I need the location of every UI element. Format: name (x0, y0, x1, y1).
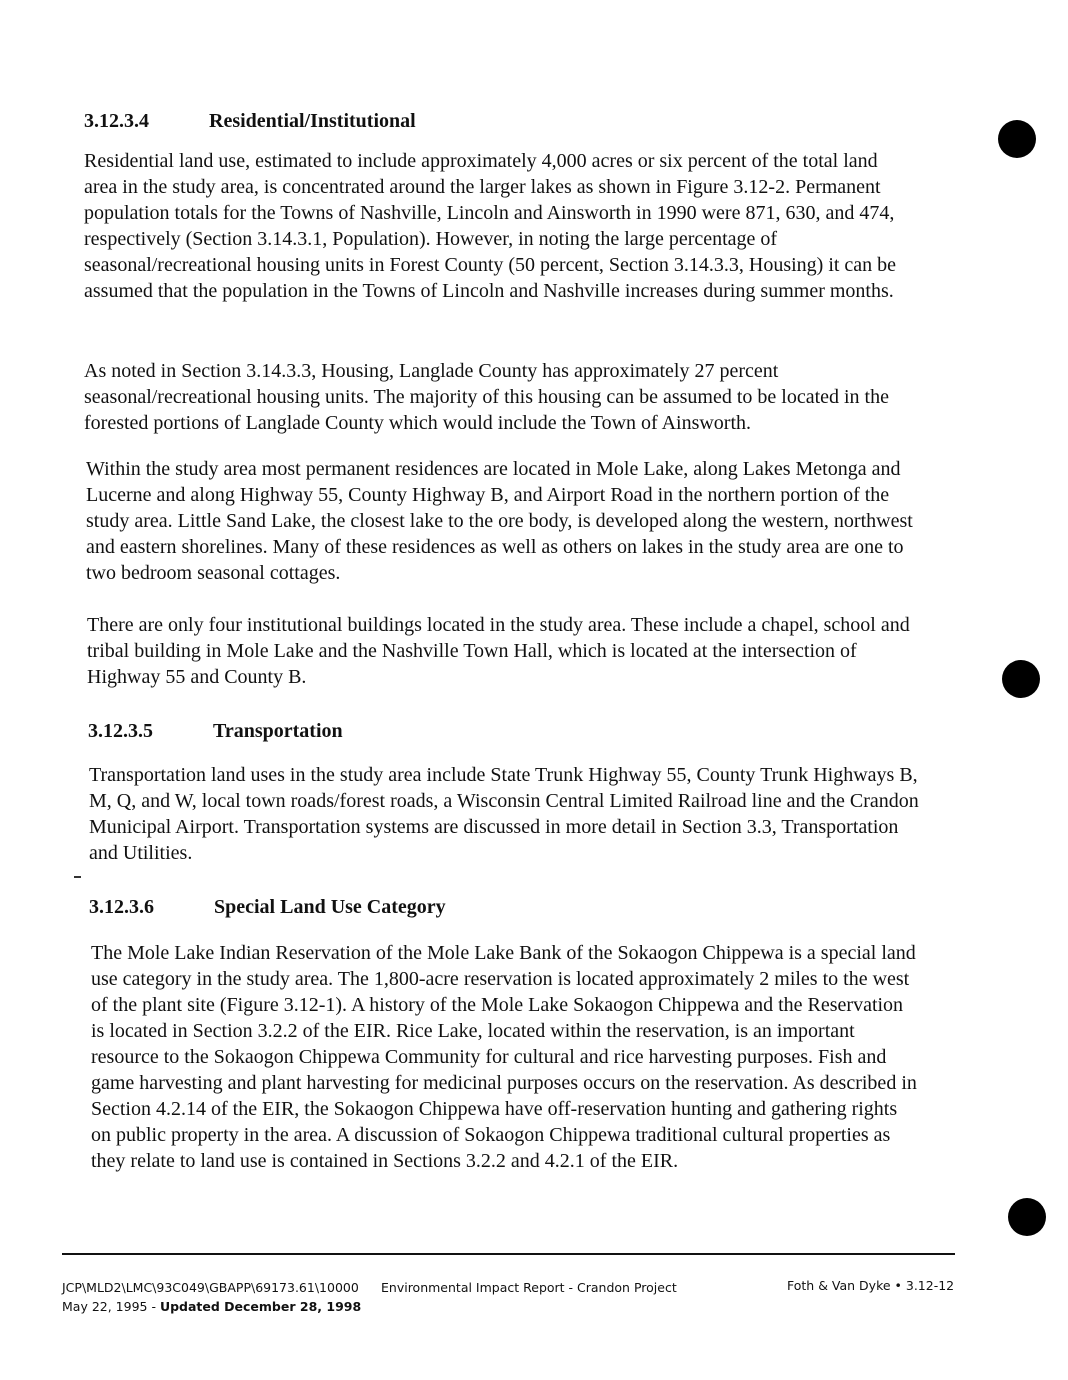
paragraph: As noted in Section 3.14.3.3, Housing, Langlade County has approximately 27 percent seasonal/recreational housing units. The majority of this housing can be assumed to be located in the forested portions of Langlade County which would include the Town of Ainsworth. (84, 360, 889, 434)
section-number: 3.12.3.5 (88, 720, 153, 742)
punch-hole (1008, 1198, 1046, 1236)
section-heading (88, 720, 343, 743)
footer-company-page: Foth & Van Dyke • 3.12-12 (787, 1278, 955, 1293)
section-heading (84, 110, 416, 133)
footer-file-path: JCP\MLD2\LMC\93C049\GBAPP\69173.61\10000 (62, 1280, 359, 1295)
section-number: 3.12.3.6 (89, 896, 154, 918)
punch-hole (1002, 660, 1040, 698)
footer-date-original: May 22, 1995 - (62, 1299, 160, 1314)
section-title: Transportation (213, 720, 343, 742)
paragraph: There are only four institutional buildings located in the study area. These include a chapel, school and tribal building in Mole Lake and the Nashville Town Hall, which is located at the intersection of Highway 55 and County B. (87, 614, 910, 688)
paragraph: Residential land use, estimated to include approximately 4,000 acres or six percent of the total land area in the study area, is concentrated around the larger lakes as shown in Figure 3.12-2. Permanent population totals for the Towns of Nashville, Lincoln and Ainsworth in 1990 were 871, 630, and 474, respectively (Section 3.14.3.1, Population). However, in noting the large percentage of seasonal/recreational housing units in Forest County (50 percent, Section 3.14.3.3, Housing) it can be assumed that the population in the Towns of Lincoln and Nashville increases during summer months. (84, 150, 897, 302)
section-title: Special Land Use Category (214, 896, 446, 918)
footer-date-updated: Updated December 28, 1998 (159, 1299, 362, 1314)
section-number: 3.12.3.4 (84, 110, 149, 132)
paragraph: The Mole Lake Indian Reservation of the Mole Lake Bank of the Sokaogon Chippewa is a special land use category in the study area. The 1,800-acre reservation is located approximately 2 miles to the west of the plant site (Figure 3.12-1). A history of the Mole Lake Sokaogon Chippewa and the Reservation is located in Section 3.2.2 of the EIR. Rice Lake, located within the reservation, is an important resource to the Sokaogon Chippewa Community for cultural and rice harvesting purposes. Fish and game harvesting and plant harvesting for medicinal purposes occurs on the reservation. As described in Section 4.2.14 of the EIR, the Sokaogon Chippewa have off-reservation hunting and gathering rights on public property in the area. A discussion of Sokaogon Chippewa traditional cultural properties as they relate to land use is contained in Sections 3.2.2 and 4.2.1 of the EIR. (91, 942, 917, 1172)
footer-rule (62, 1253, 955, 1255)
scan-mark (74, 876, 81, 878)
punch-hole (998, 120, 1036, 158)
section-title: Residential/Institutional (209, 110, 416, 132)
paragraph: Transportation land uses in the study area include State Trunk Highway 55, County Trunk Highways B, M, Q, and W, local town roads/forest roads, a Wisconsin Central Limited Railroad line and the Crandon Municipal Airport. Transportation systems are discussed in more detail in Section 3.3, Transportation and Utilities. (89, 764, 919, 864)
paragraph: Within the study area most permanent residences are located in Mole Lake, along Lakes Metonga and Lucerne and along Highway 55, County Highway B, and Airport Road in the northern portion of the study area. Little Sand Lake, the closest lake to the ore body, is developed along the western, northwest and eastern shorelines. Many of these residences as well as others on lakes in the study area are one to two bedroom seasonal cottages. (86, 458, 913, 584)
footer-report-title: Environmental Impact Report - Crandon Project (381, 1280, 677, 1295)
footer-date (62, 1299, 361, 1314)
section-heading (89, 896, 446, 919)
